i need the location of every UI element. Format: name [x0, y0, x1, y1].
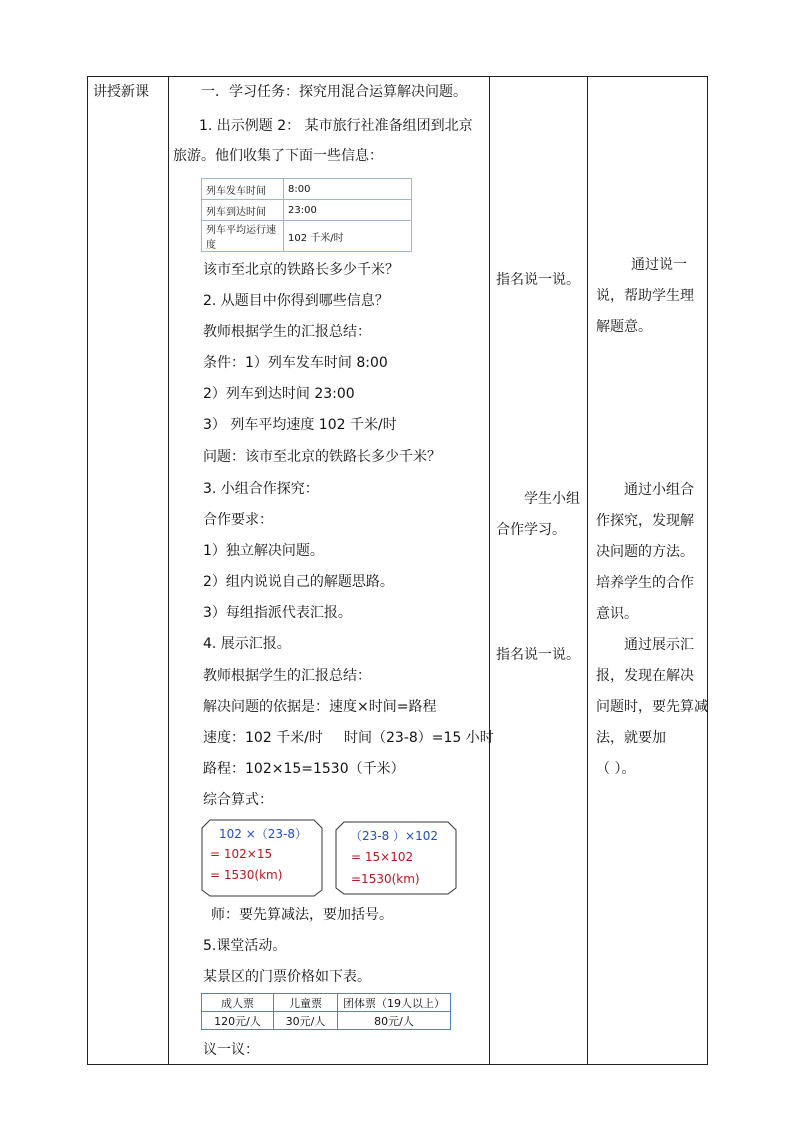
- ticket-intro: 某景区的门票价格如下表。: [203, 969, 371, 985]
- table-row: [202, 1012, 451, 1030]
- question-text: 该市至北京的铁路长多少千米？: [203, 262, 399, 278]
- info-value: 23:00: [284, 200, 412, 221]
- example-line-1: 1. 出示例题 2： 某市旅行社准备组团到北京: [199, 118, 473, 134]
- example-line-2: 旅游。他们收集了下面一些信息：: [173, 148, 383, 164]
- teacher-summary-2: 教师根据学生的汇报总结：: [203, 668, 371, 684]
- step-2: 2. 从题目中你得到哪些信息？: [203, 293, 389, 309]
- train-info-table: [201, 178, 412, 252]
- requirement-2: 2）组内说说自己的解题思路。: [203, 574, 394, 590]
- calc-left-line-2: = 102×15: [210, 847, 273, 861]
- column-divider-1: [168, 76, 169, 1065]
- step-3: 3. 小组合作探究：: [203, 481, 319, 497]
- intent-1-line-2: 说，帮助学生理: [596, 288, 694, 304]
- task-heading: 一．学习任务：探究用混合运算解决问题。: [201, 84, 467, 100]
- table-row: [202, 221, 412, 252]
- intent-1-line-3: 解题意。: [596, 319, 652, 335]
- intent-3-line-2: 报，发现在解决: [596, 668, 694, 684]
- cooperation-requirements: 合作要求：: [203, 512, 273, 528]
- intent-2-line-3: 决问题的方法。: [596, 544, 694, 560]
- column-divider-2: [489, 76, 490, 1065]
- speed-text: 速度：102 千米/时: [203, 730, 323, 746]
- condition-1: 条件：1）列车发车时间 8:00: [203, 355, 388, 371]
- intent-3-line-5: （ ）。: [596, 761, 636, 777]
- info-value: 8:00: [284, 179, 412, 200]
- intent-1-line-1: 通过说一: [631, 257, 687, 273]
- intent-2-line-4: 培养学生的合作: [596, 575, 694, 591]
- activity-note-2a: 学生小组: [524, 491, 580, 507]
- ticket-price: 80元/人: [338, 1012, 451, 1030]
- condition-3: 3） 列车平均速度 102 千米/时: [203, 417, 397, 433]
- info-value: 102 千米/时: [284, 221, 412, 252]
- intent-3-line-1: 通过展示汇: [624, 637, 694, 653]
- calc-right-line-1: （23-8 ）×102: [350, 829, 439, 843]
- info-label: 列车发车时间: [202, 179, 284, 200]
- table-row: [202, 994, 451, 1012]
- teacher-remark: 师：要先算减法，要加括号。: [211, 907, 393, 923]
- ticket-price-table: [201, 993, 451, 1030]
- info-label: 列车到达时间: [202, 200, 284, 221]
- info-label: 列车平均运行速度: [202, 221, 284, 252]
- calc-left-line-1: 102 ×（23-8）: [219, 827, 308, 841]
- step-4: 4. 展示汇报。: [203, 636, 291, 652]
- ticket-header: 儿童票: [274, 994, 338, 1012]
- ticket-price: 120元/人: [202, 1012, 274, 1030]
- condition-2: 2）列车到达时间 23:00: [203, 386, 355, 402]
- intent-3-line-3: 问题时，要先算减: [596, 699, 708, 715]
- ticket-header: 成人票: [202, 994, 274, 1012]
- table-row: [202, 200, 412, 221]
- distance-text: 路程：102×15=1530（千米）: [203, 761, 405, 777]
- time-text: 时间（23-8）=15 小时: [344, 730, 494, 746]
- discuss-text: 议一议：: [203, 1042, 259, 1058]
- requirement-1: 1）独立解决问题。: [203, 543, 324, 559]
- solving-basis: 解决问题的依据是：速度×时间=路程: [203, 699, 437, 715]
- column-divider-3: [587, 76, 588, 1065]
- calc-left: [219, 825, 307, 844]
- step-5: 5.课堂活动。: [203, 938, 287, 954]
- teacher-summary-1: 教师根据学生的汇报总结：: [203, 324, 371, 340]
- combined-formula-label: 综合算式：: [203, 792, 273, 808]
- intent-2-line-2: 作探究，发现解: [596, 513, 694, 529]
- activity-note-3: 指名说一说。: [496, 647, 580, 663]
- intent-2-line-5: 意识。: [596, 606, 638, 622]
- intent-2-line-1: 通过小组合: [624, 482, 694, 498]
- activity-note-1: 指名说一说。: [496, 272, 580, 288]
- calc-right-line-2: = 15×102: [351, 850, 414, 864]
- table-row: [202, 179, 412, 200]
- ticket-price: 30元/人: [274, 1012, 338, 1030]
- section-label: 讲授新课: [93, 84, 149, 100]
- intent-3-line-4: 法，就要加: [596, 730, 666, 746]
- ticket-header: 团体票（19人以上）: [338, 994, 451, 1012]
- calc-right-line-3: =1530(km): [351, 872, 420, 886]
- requirement-3: 3）每组指派代表汇报。: [203, 605, 352, 621]
- problem-text: 问题：该市至北京的铁路长多少千米？: [203, 449, 441, 465]
- activity-note-2b: 合作学习。: [496, 522, 566, 538]
- calc-left-line-3: = 1530(km): [210, 868, 283, 882]
